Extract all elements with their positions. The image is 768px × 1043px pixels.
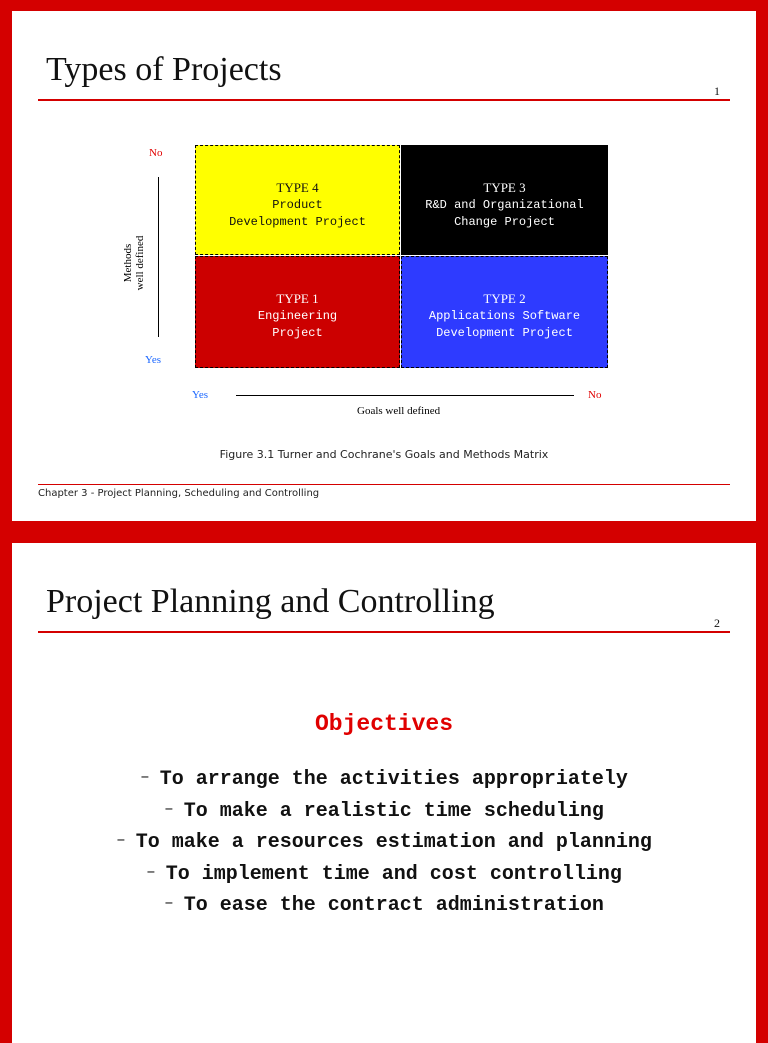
- cell-description: [429, 308, 580, 342]
- objective-text: To ease the contract administration: [183, 894, 604, 917]
- matrix-cell-type1: [195, 256, 400, 368]
- cell-desc-line2: Change Project: [454, 215, 555, 229]
- cell-title: TYPE 3: [483, 180, 526, 195]
- list-item: [12, 826, 756, 858]
- figure-caption: Figure 3.1 Turner and Cochrane's Goals and Methods Matrix: [219, 448, 549, 461]
- methods-yes-label: Yes: [145, 354, 162, 366]
- cell-desc-line1: Engineering: [257, 309, 338, 323]
- methods-label-line2: well defined: [134, 235, 146, 291]
- cell-description: [425, 197, 583, 231]
- cell-title: TYPE 2: [483, 291, 526, 306]
- cell-title: TYPE 1: [276, 291, 319, 306]
- slide-title: Project Planning and Controlling: [46, 583, 495, 620]
- cell-description: [258, 308, 337, 342]
- slide-title: Types of Projects: [46, 51, 282, 88]
- goals-axis-line: [236, 395, 574, 396]
- methods-axis-line: [158, 177, 159, 337]
- footer-text: Chapter 3 - Project Planning, Scheduling and Controlling: [38, 488, 320, 499]
- cell-desc-line1: R&D and Organizational: [425, 198, 584, 212]
- dash-bullet: –: [140, 768, 150, 786]
- objective-text: To make a resources estimation and planning: [135, 831, 652, 854]
- dash-bullet: –: [146, 862, 156, 881]
- goals-methods-matrix: [195, 145, 609, 368]
- objective-text: To make a realistic time scheduling: [183, 799, 604, 823]
- goals-axis-label: Goals well defined: [357, 405, 441, 417]
- cell-description: [229, 197, 366, 231]
- title-divider: [38, 631, 730, 633]
- matrix-cell-type2: [401, 256, 608, 368]
- dash-bullet: –: [164, 894, 174, 912]
- dash-bullet: –: [164, 799, 174, 818]
- objective-text: To arrange the activities appropriately: [159, 768, 628, 791]
- page-number: 2: [714, 616, 720, 630]
- cell-desc-line2: Development Project: [229, 215, 366, 229]
- methods-no-label: No: [149, 147, 163, 159]
- matrix-cell-type4: [195, 145, 400, 255]
- slide-1: [12, 11, 756, 521]
- cell-desc-line1: Product: [272, 198, 323, 212]
- list-item: [12, 763, 756, 795]
- methods-axis-label: [122, 213, 146, 313]
- objectives-list: [12, 763, 756, 921]
- footer-divider: [38, 484, 730, 485]
- title-divider: [38, 99, 730, 101]
- matrix-cell-type3: [401, 145, 608, 255]
- cell-desc-line1: Applications Software: [428, 309, 581, 323]
- cell-desc-line2: Project: [272, 326, 323, 340]
- list-item: [12, 858, 756, 890]
- goals-no-label: No: [588, 389, 602, 401]
- cell-title: TYPE 4: [276, 180, 319, 195]
- cell-desc-line2: Development Project: [436, 326, 573, 340]
- objectives-heading: Objectives: [314, 711, 454, 737]
- list-item: [12, 795, 756, 827]
- dash-bullet: –: [116, 831, 126, 849]
- list-item: [12, 889, 756, 921]
- slide-2: [12, 543, 756, 1043]
- methods-label-line1: Methods: [122, 243, 134, 283]
- goals-yes-label: Yes: [192, 389, 209, 401]
- page-number: 1: [714, 84, 720, 98]
- objective-text: To implement time and cost controlling: [165, 862, 622, 886]
